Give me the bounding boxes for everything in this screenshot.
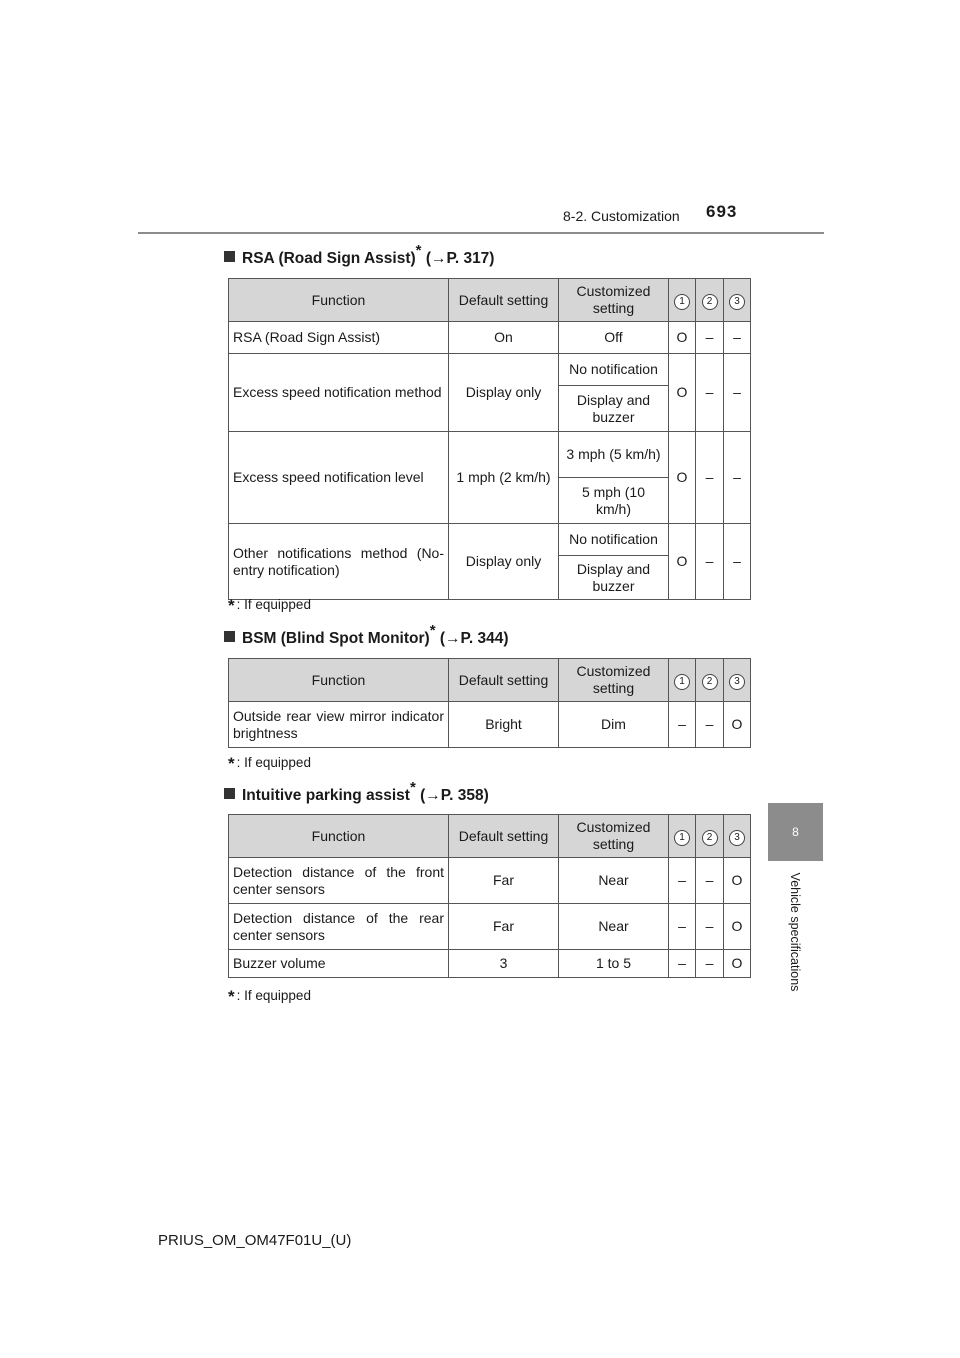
square-bullet-icon — [224, 251, 235, 262]
table-row: Detection distance of the rear center sensors Far Near – – O — [229, 904, 751, 950]
table-row: Display and buzzer — [229, 556, 751, 600]
col-header-custom: Customized setting — [559, 659, 669, 702]
ipa-footnote: * : If equipped — [228, 987, 311, 1006]
table-row: Buzzer volume 3 1 to 5 – – O — [229, 950, 751, 978]
table-row: RSA (Road Sign Assist) On Off O – – — [229, 322, 751, 354]
circled-2-icon: 2 — [702, 830, 718, 846]
chapter-number: 8 — [792, 825, 799, 839]
rsa-table — [228, 278, 751, 600]
col-header-default: Default setting — [449, 279, 559, 322]
circled-2-icon: 2 — [702, 674, 718, 690]
table-row: Outside rear view mirror indicator brightness Bright Dim – – O — [229, 702, 751, 748]
bsm-footnote: * : If equipped — [228, 754, 311, 773]
bsm-table — [228, 658, 751, 748]
circled-2-icon: 2 — [702, 294, 718, 310]
section-title: 8-2. Customization — [563, 208, 680, 224]
ipa-page-ref[interactable]: (→P. 358) — [420, 787, 489, 805]
chapter-label: Vehicle specifications — [788, 872, 802, 992]
circled-3-icon: 3 — [729, 674, 745, 690]
circled-1-icon: 1 — [674, 674, 690, 690]
page-number: 693 — [706, 202, 738, 221]
rsa-footnote: * : If equipped — [228, 596, 311, 615]
col-header-default: Default setting — [449, 659, 559, 702]
col-header-function: Function — [229, 279, 449, 322]
document-code: PRIUS_OM_OM47F01U_(U) — [158, 1232, 352, 1249]
table-row: Excess speed notification method Display only No notification O – – — [229, 354, 751, 386]
table-row: Other notifications method (No-entry notification) Display only No notification O – – — [229, 524, 751, 556]
bsm-page-ref[interactable]: (→P. 344) — [439, 630, 509, 648]
col-header-function: Function — [229, 659, 449, 702]
col-header-default: Default setting — [449, 815, 559, 858]
rsa-heading: RSA (Road Sign Assist)* (→P. 317) — [224, 244, 494, 268]
header-divider — [138, 232, 824, 234]
ipa-table — [228, 814, 751, 978]
circled-3-icon: 3 — [729, 294, 745, 310]
circled-1-icon: 1 — [674, 830, 690, 846]
ipa-heading: Intuitive parking assist* (→P. 358) — [224, 781, 489, 805]
table-row: Display and buzzer — [229, 386, 751, 432]
bsm-heading: BSM (Blind Spot Monitor)* (→P. 344) — [224, 624, 508, 648]
square-bullet-icon — [224, 788, 235, 799]
table-row: Detection distance of the front center sensors Far Near – – O — [229, 858, 751, 904]
circled-1-icon: 1 — [674, 294, 690, 310]
table-row: Excess speed notification level 1 mph (2 km/h) 3 mph (5 km/h) O – – — [229, 432, 751, 478]
circled-3-icon: 3 — [729, 830, 745, 846]
rsa-page-ref[interactable]: (→P. 317) — [425, 250, 495, 268]
table-row: 5 mph (10 km/h) — [229, 478, 751, 524]
col-header-function: Function — [229, 815, 449, 858]
col-header-custom: Customized setting — [559, 279, 669, 322]
square-bullet-icon — [224, 631, 235, 642]
col-header-custom: Customized setting — [559, 815, 669, 858]
